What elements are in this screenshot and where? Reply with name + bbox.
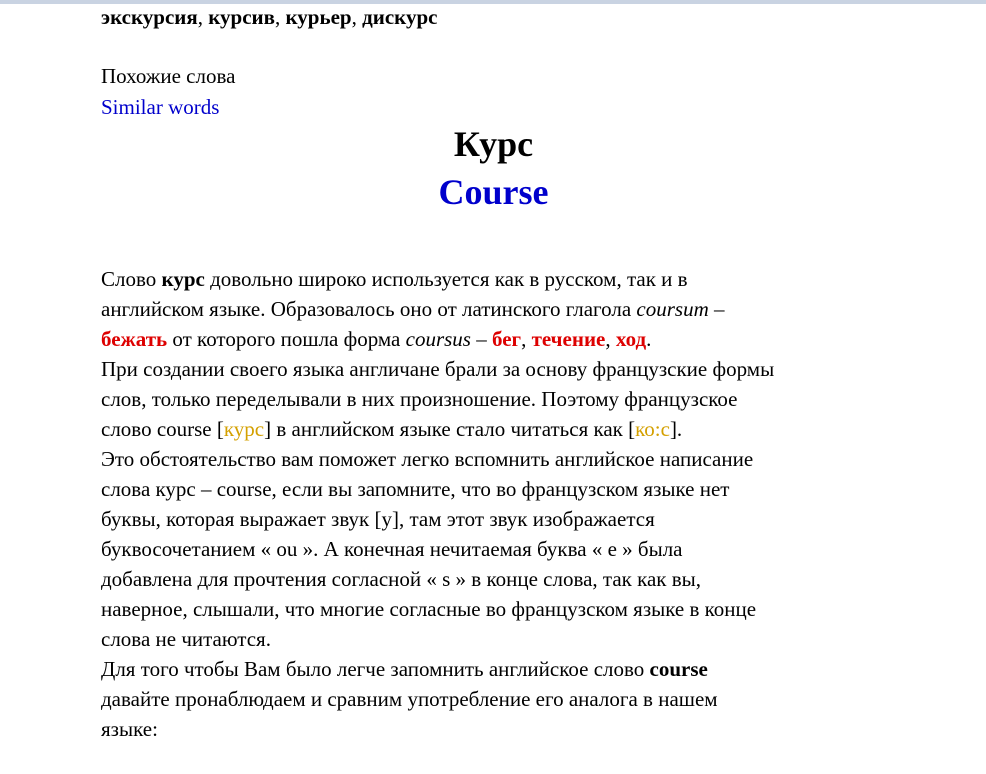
- text-run: ].: [669, 417, 683, 441]
- text-run: –: [708, 297, 725, 321]
- highlight-word: ход: [615, 327, 647, 351]
- text-run: ,: [521, 327, 532, 351]
- keyword: курс: [161, 267, 205, 291]
- text-line: При создании своего языка англичане брали за основу французские формы: [101, 357, 775, 381]
- text-run: английском языке. Образовалось оно от латинского глагола: [101, 297, 637, 321]
- related-word: курсив: [208, 5, 275, 29]
- related-word: дискурс: [362, 5, 438, 29]
- article-body: [101, 264, 774, 744]
- text-line: наверное, слышали, что многие согласные во французском языке в конце: [101, 597, 757, 621]
- related-word: экскурсия: [101, 5, 198, 29]
- related-words: экскурсия, курсив, курьер, дискурс: [101, 5, 438, 29]
- text-run: ] в английском языке стало читаться как [: [264, 417, 636, 441]
- text-line: [101, 264, 774, 294]
- text-run: –: [470, 327, 492, 351]
- text-line: добавлена для прочтения согласной « s » в конце слова, так как вы,: [101, 567, 702, 591]
- text-line: языке:: [101, 717, 158, 741]
- latin-word: coursus: [405, 327, 471, 351]
- text-run: .: [646, 327, 652, 351]
- text-line: [101, 414, 774, 444]
- highlight-word: течение: [531, 327, 606, 351]
- text-run: Для того чтобы Вам было легче запомнить английское слово: [101, 657, 650, 681]
- similar-words-heading-en: Similar words: [101, 95, 220, 119]
- word-title-ru: Курс: [453, 124, 534, 164]
- transcription: ко:с: [635, 417, 670, 441]
- text-line: [101, 654, 774, 684]
- text-line: давайте пронаблюдаем и сравним употребление его аналога в нашем: [101, 687, 718, 711]
- text-line: буквосочетанием « ou ». А конечная нечитаемая буква « e » была: [101, 537, 683, 561]
- latin-word: coursum: [636, 297, 709, 321]
- word-title-en: Course: [438, 172, 549, 212]
- text-run: слово course [: [101, 417, 224, 441]
- text-line: слов, только переделывали в них произношение. Поэтому французское: [101, 387, 738, 411]
- text-line: слова не читаются.: [101, 627, 271, 651]
- text-line: [101, 324, 774, 354]
- text-run: Слово: [101, 267, 162, 291]
- text-run: от которого пошла форма: [167, 327, 406, 351]
- text-line: буквы, которая выражает звук [у], там этот звук изображается: [101, 507, 655, 531]
- highlight-word: бежать: [101, 327, 168, 351]
- transcription: курс: [223, 417, 265, 441]
- text-run: довольно широко используется как в русском, так и в: [204, 267, 688, 291]
- keyword: course: [649, 657, 708, 681]
- text-line: Это обстоятельство вам поможет легко вспомнить английское написание: [101, 447, 754, 471]
- similar-words-heading-ru: Похожие слова: [101, 64, 236, 88]
- text-line: [101, 294, 774, 324]
- highlight-word: бег: [491, 327, 522, 351]
- related-word: курьер: [285, 5, 352, 29]
- text-run: ,: [605, 327, 616, 351]
- text-line: слова курс – course, если вы запомните, что во французском языке нет: [101, 477, 730, 501]
